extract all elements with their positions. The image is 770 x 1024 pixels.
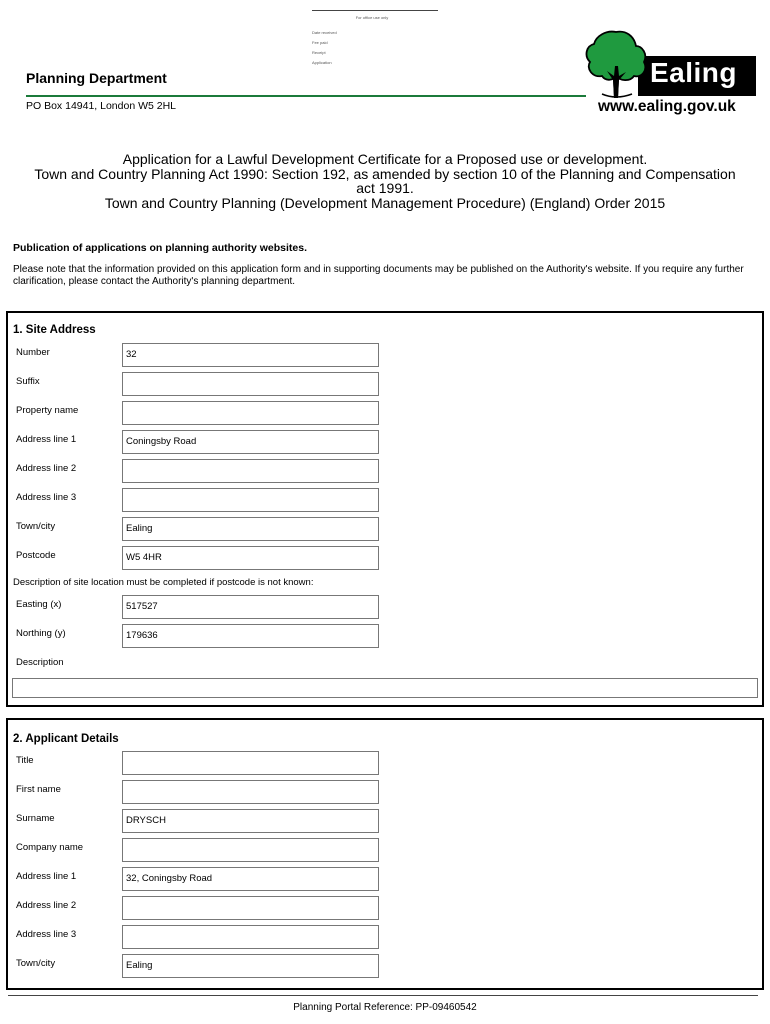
office-use-row: Date received: [312, 30, 337, 35]
description-label: Description: [16, 657, 64, 668]
surname-label: Surname: [16, 813, 55, 824]
applicant-title-field[interactable]: [122, 751, 379, 775]
applicant-town-city-field[interactable]: Ealing: [122, 954, 379, 978]
site-address-heading: 1. Site Address: [13, 324, 96, 336]
first-name-field[interactable]: [122, 780, 379, 804]
form-title: Application for a Lawful Development Certificate for a Proposed use or development.: [122, 151, 648, 167]
address-line-3-label: Address line 3: [16, 492, 77, 503]
applicant-address-line-2-label: Address line 2: [16, 900, 77, 911]
site-address-section: [6, 311, 764, 707]
office-use-title: For office use only: [355, 15, 389, 20]
number-field[interactable]: 32: [122, 343, 379, 367]
suffix-field[interactable]: [122, 372, 379, 396]
easting-field[interactable]: 517527: [122, 595, 379, 619]
applicant-address-line-3-label: Address line 3: [16, 929, 77, 940]
applicant-address-line-2-field[interactable]: [122, 896, 379, 920]
applicant-town-city-label: Town/city: [16, 958, 56, 969]
location-note: Description of site location must be completed if postcode is not known:: [13, 577, 314, 588]
surname-field[interactable]: DRYSCH: [122, 809, 379, 833]
address-line-3-field[interactable]: [122, 488, 379, 512]
office-use-row: Application: [312, 60, 332, 65]
logo-wordmark: Ealing: [650, 57, 738, 88]
form-subtitle-act: Town and Country Planning Act 1990: Section 192, as amended by section 10 of the Planning and Compensation act 1991.: [34, 165, 736, 196]
form-subtitle-order: Town and Country Planning (Development Management Procedure) (England) Order 2015: [104, 194, 666, 211]
tree-logo-icon: [584, 28, 648, 100]
town-city-label: Town/city: [16, 521, 56, 532]
applicant-title-label: Title: [16, 755, 34, 766]
applicant-address-line-1-label: Address line 1: [16, 871, 77, 882]
office-use-box: [312, 10, 440, 68]
easting-label: Easting (x): [16, 599, 62, 610]
suffix-label: Suffix: [16, 376, 40, 387]
number-label: Number: [16, 347, 50, 358]
publication-heading: Publication of applications on planning authority websites.: [13, 242, 308, 254]
address-line-1-label: Address line 1: [16, 434, 77, 445]
department-address: PO Box 14941, London W5 2HL: [26, 100, 177, 112]
northing-label: Northing (y): [16, 628, 66, 639]
office-use-rows: [312, 28, 440, 68]
address-line-2-label: Address line 2: [16, 463, 77, 474]
property-name-field[interactable]: [122, 401, 379, 425]
applicant-address-line-1-field[interactable]: 32, Coningsby Road: [122, 867, 379, 891]
portal-reference: Planning Portal Reference: PP-09460542: [293, 1002, 477, 1013]
northing-field[interactable]: 179636: [122, 624, 379, 648]
town-city-field[interactable]: Ealing: [122, 517, 379, 541]
applicant-address-line-3-field[interactable]: [122, 925, 379, 949]
website-link[interactable]: www.ealing.gov.uk: [598, 98, 736, 115]
company-name-field[interactable]: [122, 838, 379, 862]
address-line-2-field[interactable]: [122, 459, 379, 483]
footer-divider: [8, 995, 758, 996]
applicant-details-section: [6, 718, 764, 990]
form-titles: [30, 152, 740, 210]
postcode-field[interactable]: W5 4HR: [122, 546, 379, 570]
header-divider: [26, 95, 586, 97]
department-name: Planning Department: [26, 70, 167, 86]
applicant-details-heading: 2. Applicant Details: [13, 733, 119, 745]
first-name-label: First name: [16, 784, 61, 795]
postcode-label: Postcode: [16, 550, 56, 561]
company-name-label: Company name: [16, 842, 84, 853]
office-use-row: Receipt: [312, 50, 326, 55]
address-line-1-field[interactable]: Coningsby Road: [122, 430, 379, 454]
publication-notice: Please note that the information provided on this application form and in supporting documents may be published on the Authority's website. If you require any further clarification, please contact the Authority's planning department.: [13, 264, 744, 287]
property-name-label: Property name: [16, 405, 79, 416]
description-field[interactable]: [12, 678, 758, 698]
office-use-rule: [312, 10, 438, 11]
office-use-row: Fee paid: [312, 40, 328, 45]
